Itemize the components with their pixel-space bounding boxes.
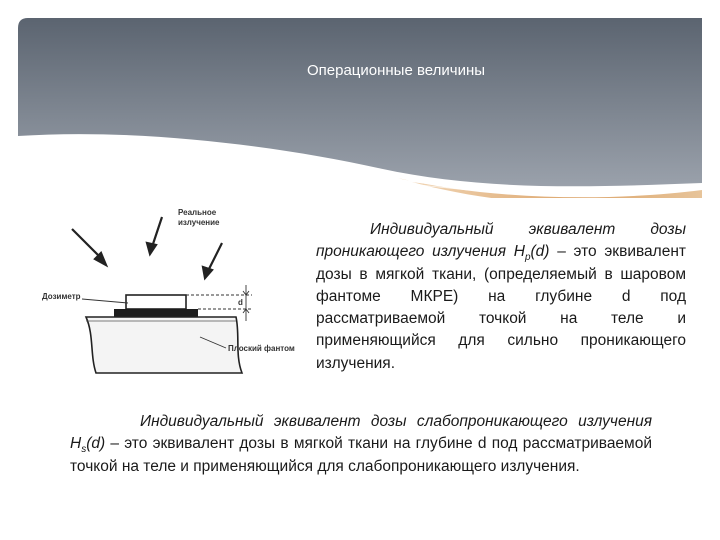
paragraph-weakly-penetrating bbox=[70, 411, 652, 478]
p2-sub: s bbox=[81, 444, 87, 456]
p1-rest: – это эквивалент дозы в мягкой ткани, (определяемый в шаровом фантоме МКРЕ) на глубине d под рассматриваемой точкой на теле и применяющийся для сильно проникающего излучения. bbox=[316, 243, 686, 372]
label-depth: d bbox=[238, 298, 243, 307]
label-radiation-line1: Реальное bbox=[178, 208, 217, 217]
dosimeter-phantom-figure bbox=[40, 205, 310, 385]
p1-intro: Индивидуальный эквивалент дозы проникающего излучения H bbox=[316, 221, 686, 261]
p2-rest: – это эквивалент дозы в мягкой ткани на глубине d под рассматриваемой точкой на теле и применяющийся для слабопроникающего излучения. bbox=[70, 435, 652, 475]
label-radiation-line2: излучение bbox=[178, 218, 220, 227]
slide-title: Операционные величины bbox=[306, 62, 486, 79]
title-banner bbox=[18, 18, 702, 198]
label-dosimeter: Дозиметр bbox=[42, 292, 81, 301]
p2-intro: Индивидуальный эквивалент дозы слабопроникающего излучения H bbox=[70, 413, 652, 453]
p1-sub: p bbox=[524, 252, 531, 264]
dosimeter-body bbox=[126, 295, 186, 309]
paragraph-penetrating bbox=[316, 219, 686, 375]
label-phantom: Плоский фантом bbox=[228, 344, 295, 353]
p2-arg: (d) bbox=[86, 435, 106, 453]
p1-arg: (d) bbox=[530, 243, 550, 261]
title-banner-graphic bbox=[18, 18, 702, 198]
dosimeter-base bbox=[114, 309, 198, 317]
